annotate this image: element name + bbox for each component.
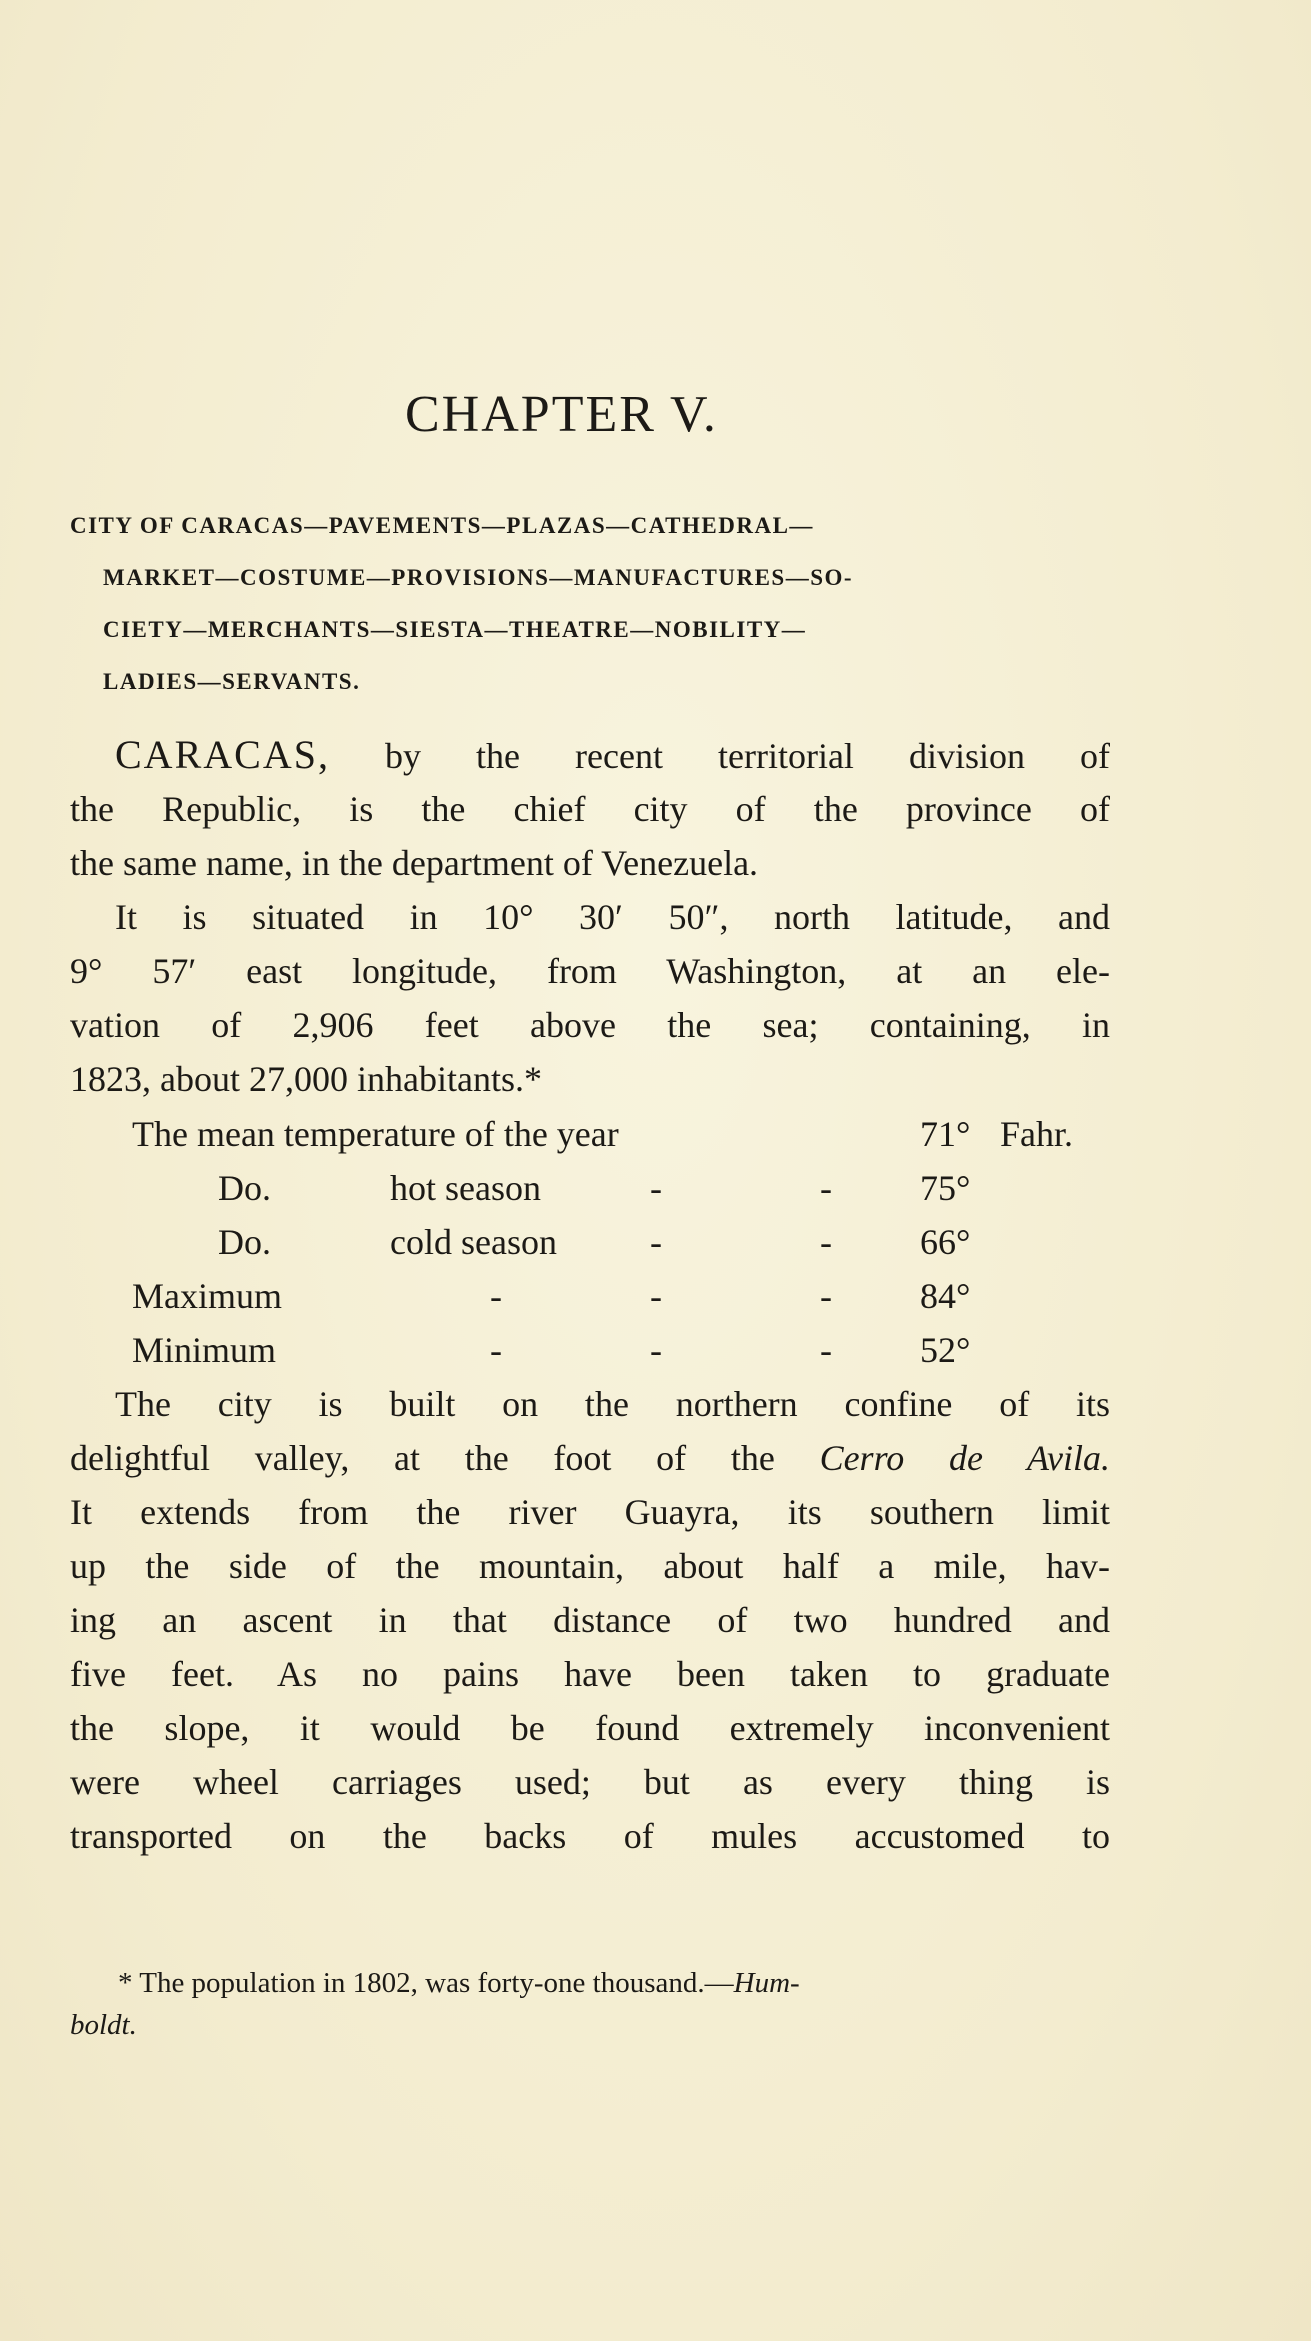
temperature-label: Maximum <box>132 1276 282 1316</box>
leader-dash: - <box>650 1222 662 1262</box>
temperature-label: Do. <box>218 1168 271 1208</box>
body-line: the Republic, is the chief city of the province of <box>70 789 1110 829</box>
body-line: the same name, in the department of Venezuela. <box>70 843 759 883</box>
body-line: The city is built on the northern confine of its <box>115 1384 1110 1424</box>
temperature-value: 75° <box>920 1168 971 1208</box>
temperature-row <box>70 1269 1110 1323</box>
body-line: ing an ascent in that distance of two hundred and <box>70 1600 1110 1640</box>
body-line: vation of 2,906 feet above the sea; containing, in <box>70 1005 1110 1045</box>
leader-dash: - <box>490 1276 502 1316</box>
opening-paragraphs <box>70 728 1110 1106</box>
city-description-paragraph <box>70 1377 1110 1863</box>
footnote-line <box>70 2004 1110 2046</box>
synopsis-line: MARKET—COSTUME—PROVISIONS—MANUFACTURES—SO- <box>103 565 854 590</box>
temperature-table <box>70 1107 1110 1377</box>
leader-dash: - <box>820 1222 832 1262</box>
temperature-row <box>70 1161 1110 1215</box>
temperature-row <box>70 1323 1110 1377</box>
temperature-row <box>70 1215 1110 1269</box>
synopsis-line: LADIES—SERVANTS. <box>103 669 361 694</box>
body-line: 9° 57′ east longitude, from Washington, at an ele- <box>70 951 1110 991</box>
lead-word: CARACAS, <box>115 732 330 777</box>
body-line: were wheel carriages used; but as every thing is <box>70 1762 1110 1802</box>
leader-dash: - <box>820 1276 832 1316</box>
footnote-author: boldt. <box>70 2009 137 2041</box>
synopsis-line: CIETY—MERCHANTS—SIESTA—THEATRE—NOBILITY— <box>103 617 807 642</box>
footnote-text: * The population in 1802, was forty-one thousand.— <box>118 1967 734 1999</box>
body-line: transported on the backs of mules accustomed to <box>70 1816 1110 1856</box>
chapter-synopsis <box>70 500 1110 708</box>
temperature-label: Do. <box>218 1222 271 1262</box>
temperature-value: 52° <box>920 1330 971 1370</box>
body-line-text: delightful valley, at the foot of the <box>70 1438 775 1478</box>
place-name: Cerro de Avila. <box>819 1438 1110 1478</box>
body-line <box>70 728 1110 782</box>
footnote <box>70 1962 1110 2046</box>
temperature-label: Minimum <box>132 1330 277 1370</box>
temperature-season: cold season <box>390 1222 557 1262</box>
body-line <box>70 1431 1110 1485</box>
body-line-text: by the recent territorial division of <box>385 736 1111 776</box>
book-page <box>70 0 1111 2341</box>
temperature-value: 84° <box>920 1276 971 1316</box>
temperature-row <box>70 1107 1110 1161</box>
leader-dash: - <box>820 1168 832 1208</box>
body-line: It is situated in 10° 30′ 50″, north latitude, and <box>115 897 1110 937</box>
body-line: 1823, about 27,000 inhabitants.* <box>70 1059 542 1099</box>
temperature-unit: Fahr. <box>1000 1114 1074 1154</box>
temperature-value: 71° <box>920 1114 971 1154</box>
leader-dash: - <box>490 1330 502 1370</box>
body-line: five feet. As no pains have been taken to graduate <box>70 1654 1110 1694</box>
footnote-author: Hum- <box>733 1967 800 1999</box>
temperature-label: The mean temperature of the year <box>132 1114 619 1154</box>
body-line: It extends from the river Guayra, its southern limit <box>70 1492 1110 1532</box>
body-line: up the side of the mountain, about half a mile, hav- <box>70 1546 1110 1586</box>
temperature-season: hot season <box>390 1168 541 1208</box>
body-line: the slope, it would be found extremely inconvenient <box>70 1708 1110 1748</box>
leader-dash: - <box>650 1276 662 1316</box>
synopsis-line: CITY OF CARACAS—PAVEMENTS—PLAZAS—CATHEDRAL— <box>70 513 814 538</box>
leader-dash: - <box>650 1330 662 1370</box>
footnote-line <box>70 1962 1110 2004</box>
leader-dash: - <box>650 1168 662 1208</box>
chapter-title: CHAPTER V. <box>405 386 718 443</box>
leader-dash: - <box>820 1330 832 1370</box>
temperature-value: 66° <box>920 1222 971 1262</box>
